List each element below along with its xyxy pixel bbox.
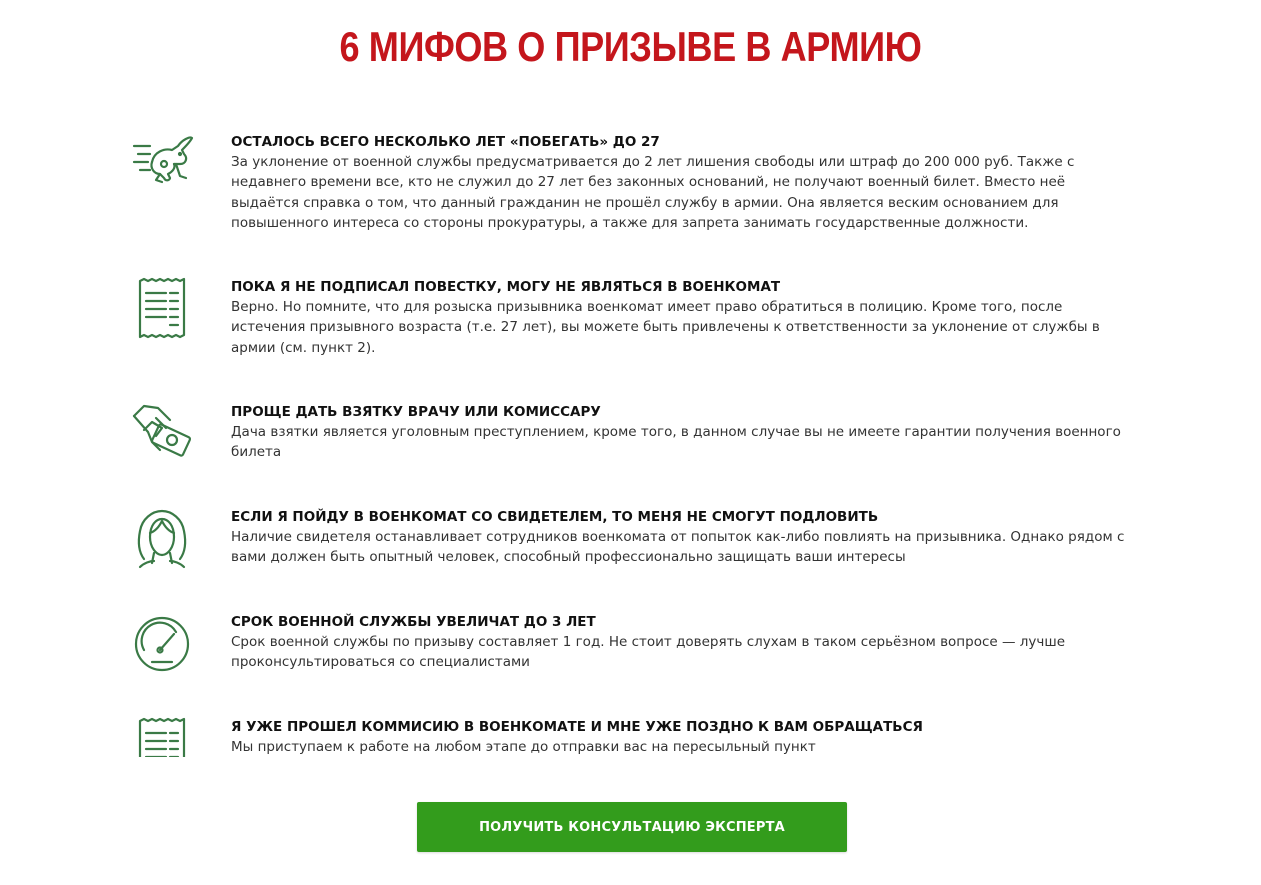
myth-body: Верно. Но помните, что для розыска призывника военкомат имеет право обратиться в полицию. Кроме того, после истечения призывного возраста (т.е. 27 лет), вы можете быть привлечены к ответственности за уклонение от службы в армии (см. пункт 2).: [231, 299, 1100, 356]
myth-body: Мы приступаем к работе на любом этапе до отправки вас на пересыльный пункт: [231, 739, 816, 755]
myth-heading: ПРОЩЕ ДАТЬ ВЗЯТКУ ВРАЧУ ИЛИ КОМИССАРУ: [231, 404, 601, 420]
myth-body: Срок военной службы по призыву составляет 1 год. Не стоит доверять слухам в таком серьёзном вопросе — лучше проконсультироваться со специалистами: [231, 634, 1066, 671]
hand-money-icon: [130, 402, 194, 466]
receipt-document-icon: [130, 717, 194, 757]
myth-body: За уклонение от военной службы предусматривается до 2 лет лишения свободы или штраф до 200 000 руб. Также с недавнего времени все, кто не служил до 27 лет без законных оснований, не получают военный билет. Вместо неё выдаётся справка о том, что данный гражданин не прошёл службу в армии. Она является веским основанием для повышенного интереса со стороны прокуратуры, а также для запрета занимать государственные должности.: [231, 154, 1075, 231]
myth-heading: СРОК ВОЕННОЙ СЛУЖБЫ УВЕЛИЧАТ ДО 3 ЛЕТ: [231, 614, 596, 630]
running-rabbit-icon: [130, 132, 194, 196]
myth-heading: ПОКА Я НЕ ПОДПИСАЛ ПОВЕСТКУ, МОГУ НЕ ЯВЛЯТЬСЯ В ВОЕНКОМАТ: [231, 279, 781, 295]
myth-body: Наличие свидетеля останавливает сотрудников военкомата от попыток как-либо повлиять на призывника. Однако рядом с вами должен быть опытный человек, способный профессионально защищать ваши интересы: [231, 529, 1125, 566]
myth-body: Дача взятки является уголовным преступлением, кроме того, в данном случае вы не имеете гарантии получения военного билета: [231, 424, 1121, 461]
person-head-icon: [130, 507, 194, 571]
get-expert-consultation-button[interactable]: ПОЛУЧИТЬ КОНСУЛЬТАЦИЮ ЭКСПЕРТА: [417, 802, 847, 852]
receipt-document-icon: [130, 277, 194, 341]
page-title: 6 МИФОВ О ПРИЗЫВЕ В АРМИЮ: [339, 23, 922, 70]
myth-heading: ЕСЛИ Я ПОЙДУ В ВОЕНКОМАТ СО СВИДЕТЕЛЕМ, ТО МЕНЯ НЕ СМОГУТ ПОДЛОВИТЬ: [231, 509, 879, 525]
myth-heading: Я УЖЕ ПРОШЕЛ КОММИСИЮ В ВОЕНКОМАТЕ И МНЕ УЖЕ ПОЗДНО К ВАМ ОБРАЩАТЬСЯ: [231, 719, 923, 735]
speedometer-icon: [130, 612, 194, 676]
myth-heading: ОСТАЛОСЬ ВСЕГО НЕСКОЛЬКО ЛЕТ «ПОБЕГАТЬ» ДО 27: [231, 134, 660, 150]
